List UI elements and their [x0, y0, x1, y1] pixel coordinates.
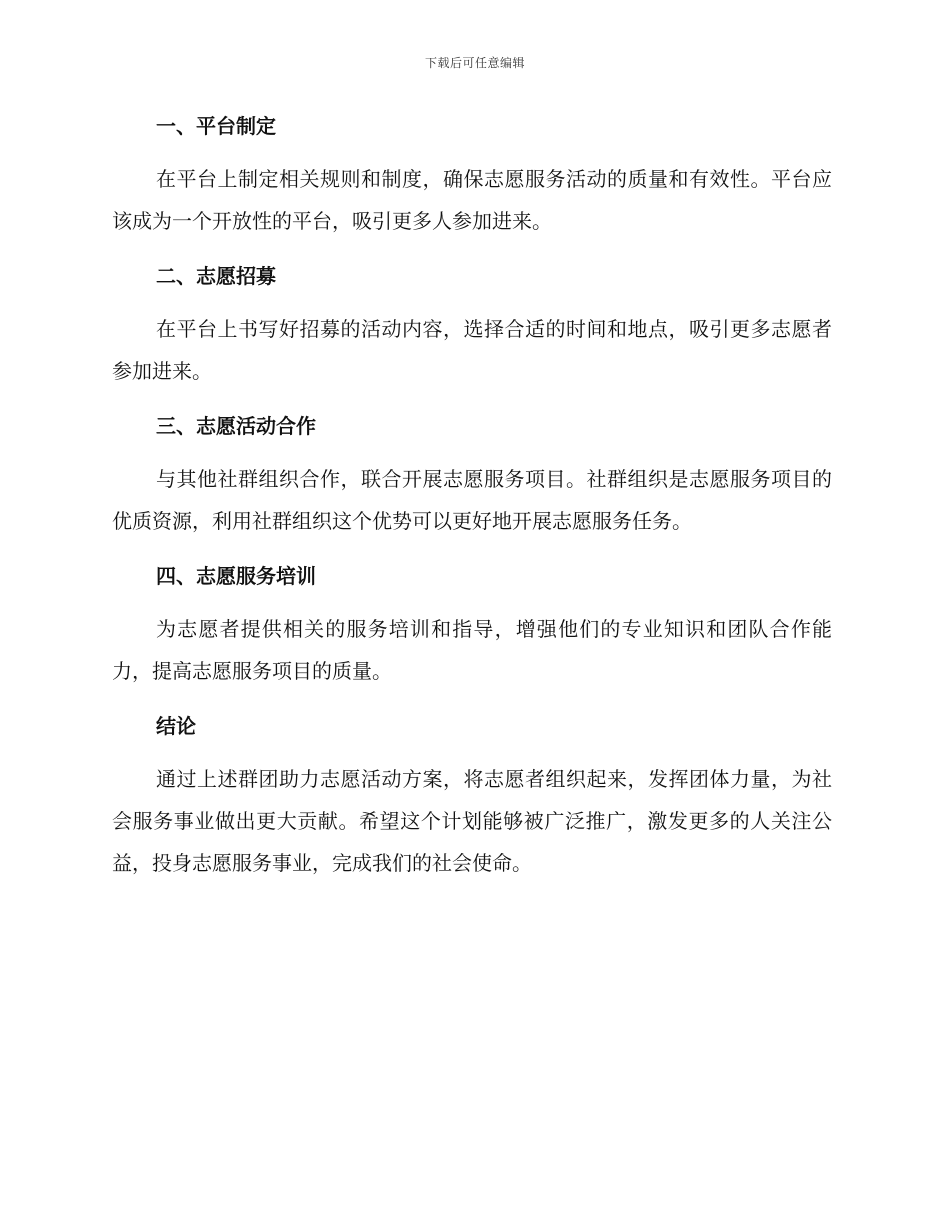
- section-heading: 四、志愿服务培训: [156, 564, 316, 588]
- document-body: [112, 106, 832, 898]
- section-heading: 结论: [156, 714, 196, 738]
- section-cooperation: [112, 406, 832, 542]
- section-paragraph: 与其他社群组织合作，联合开展志愿服务项目。社群组织是志愿服务项目的优质资源，利用社群组织这个优势可以更好地开展志愿服务任务。: [112, 467, 832, 533]
- section-paragraph: 在平台上书写好招募的活动内容，选择合适的时间和地点，吸引更多志愿者参加进来。: [112, 317, 832, 383]
- section-paragraph: 为志愿者提供相关的服务培训和指导，增强他们的专业知识和团队合作能力，提高志愿服务项目的质量。: [112, 617, 832, 683]
- section-platform: [112, 106, 832, 242]
- section-heading: 一、平台制定: [156, 114, 276, 138]
- section-conclusion: [112, 706, 832, 884]
- section-recruitment: [112, 256, 832, 392]
- section-paragraph: 通过上述群团助力志愿活动方案，将志愿者组织起来，发挥团体力量，为社会服务事业做出更大贡献。希望这个计划能够被广泛推广，激发更多的人关注公益，投身志愿服务事业，完成我们的社会使命。: [112, 767, 832, 875]
- section-training: [112, 556, 832, 692]
- section-heading: 二、志愿招募: [156, 264, 276, 288]
- page-header-note: 下载后可任意编辑: [424, 56, 525, 70]
- section-heading: 三、志愿活动合作: [156, 414, 316, 438]
- section-paragraph: 在平台上制定相关规则和制度，确保志愿服务活动的质量和有效性。平台应该成为一个开放性的平台，吸引更多人参加进来。: [112, 167, 832, 233]
